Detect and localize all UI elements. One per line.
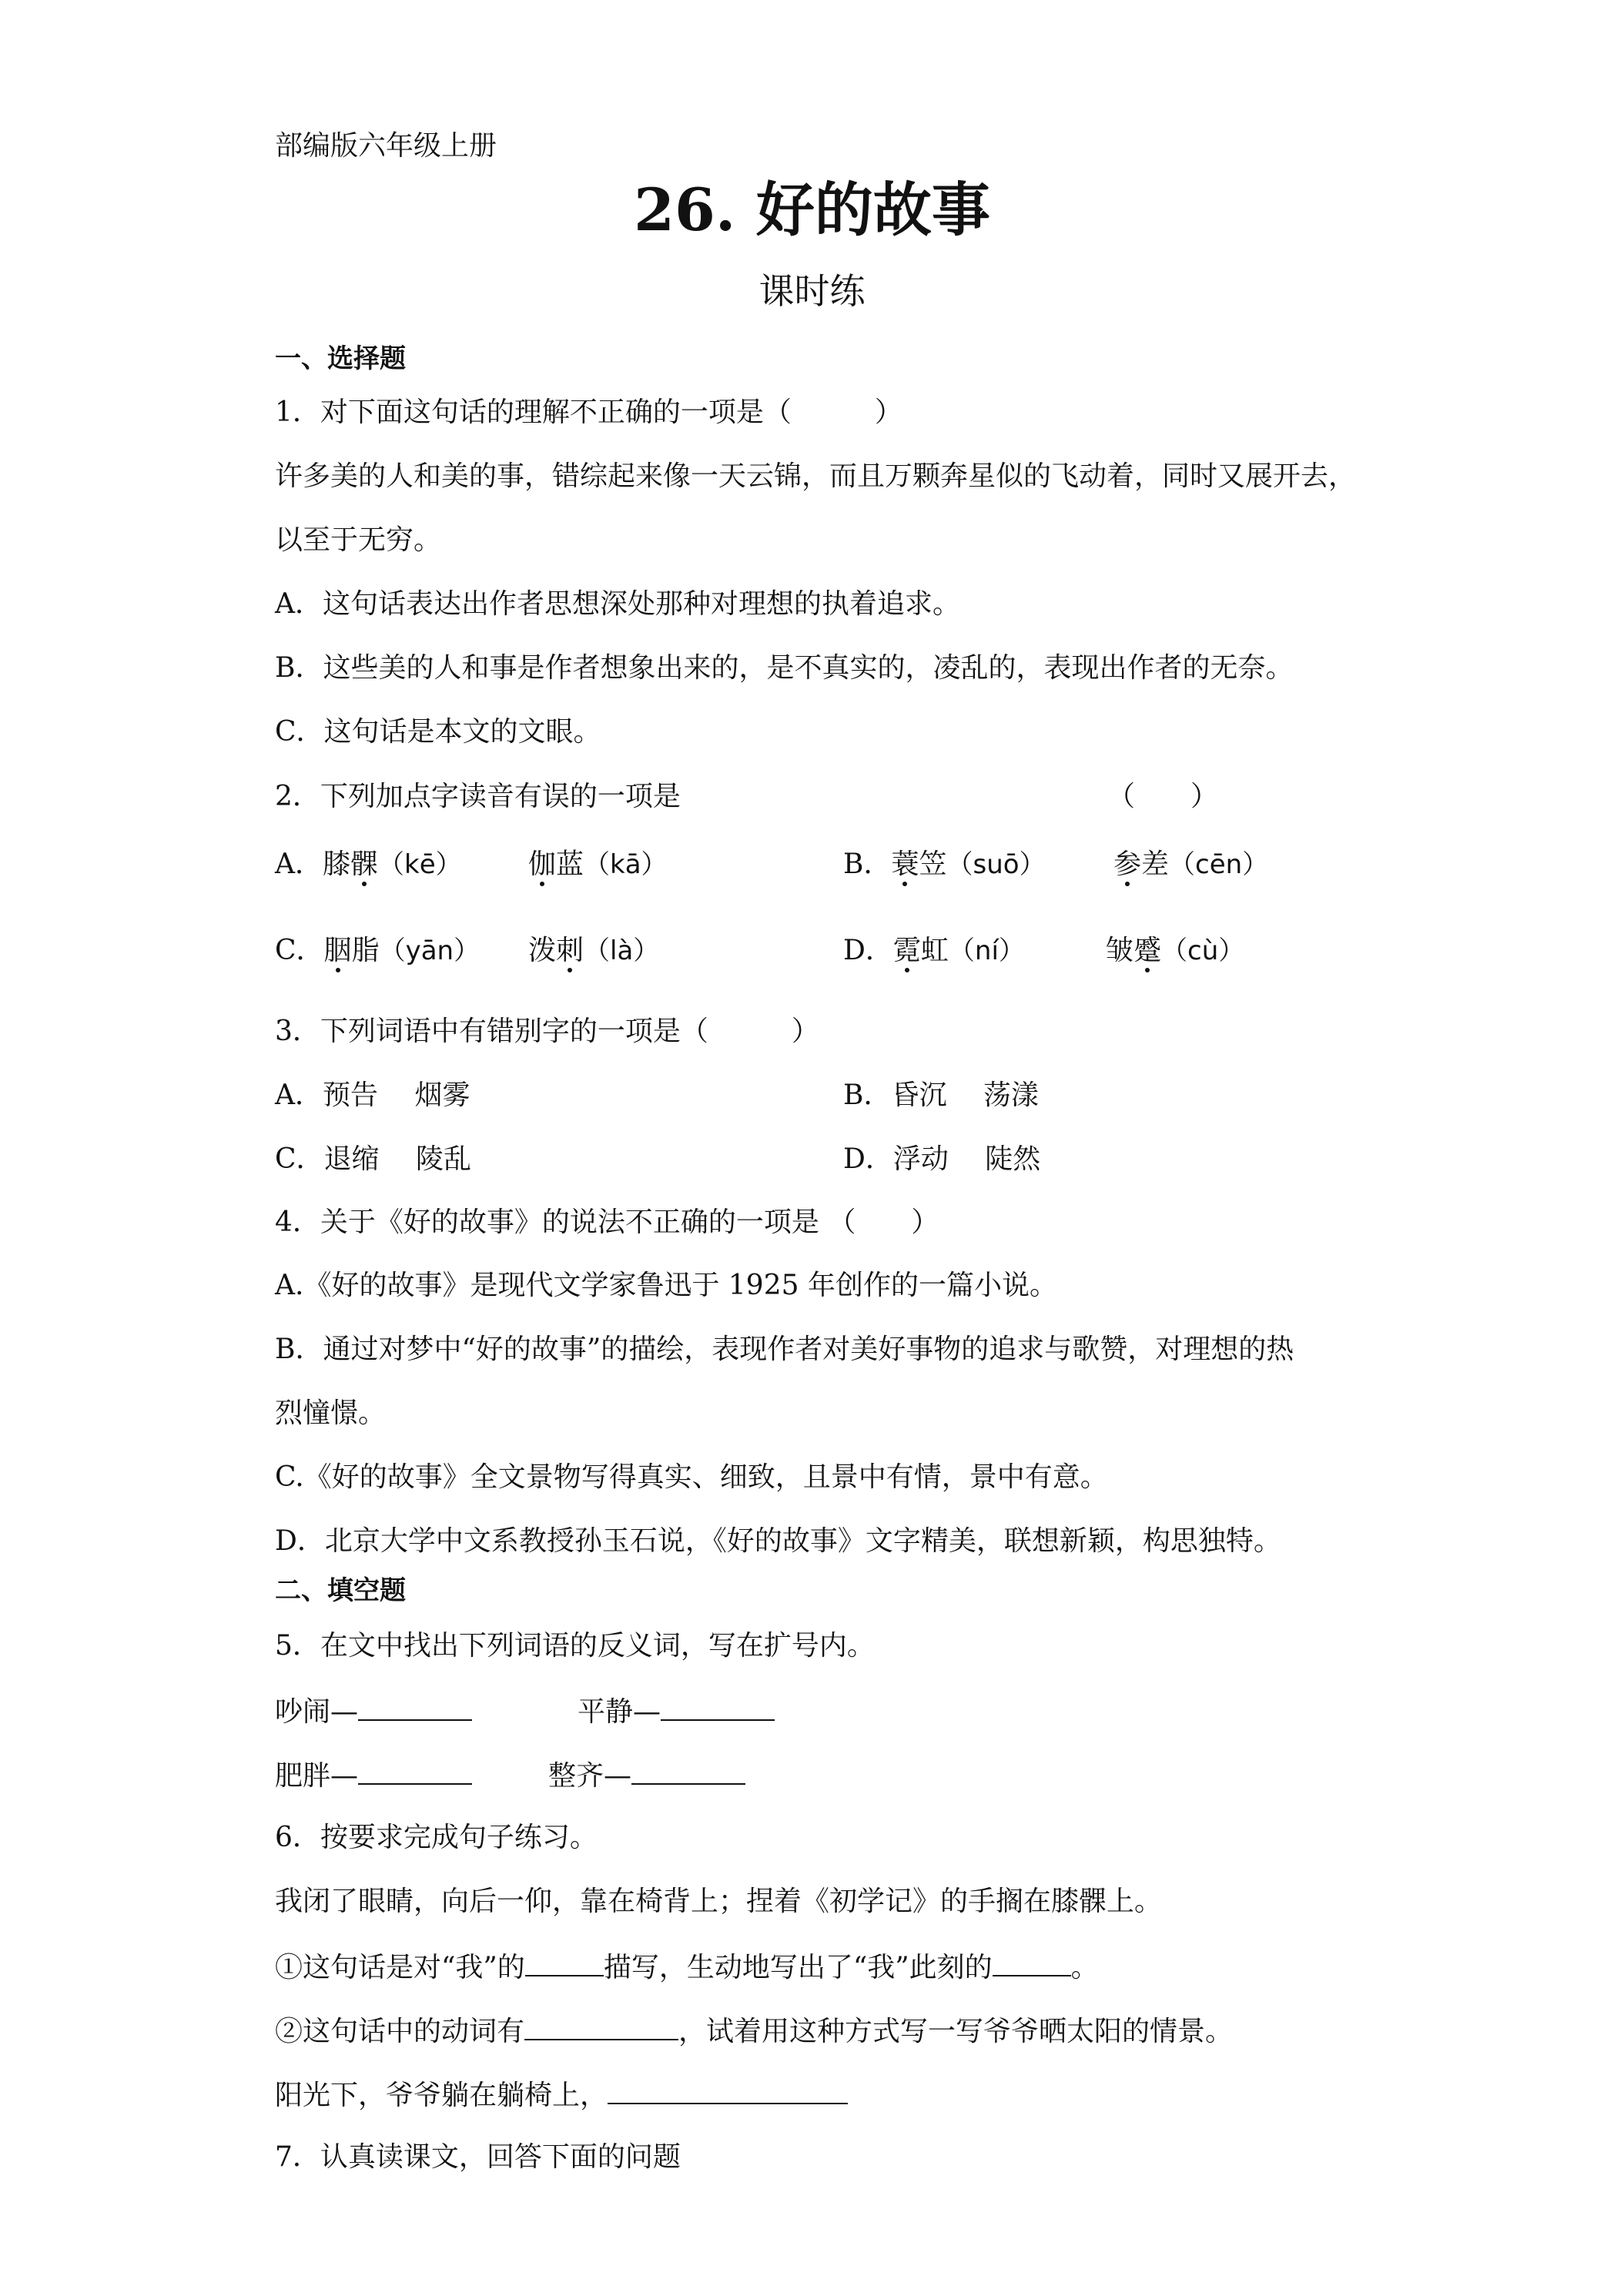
option-c[interactable]: C.《好的故事》全文景物写得真实、细致，且景中有情，景中有意。 [275, 1461, 1108, 1493]
word-char: 差 [1141, 848, 1170, 880]
option-b[interactable] [843, 848, 1046, 882]
pinyin: （yān） [379, 935, 481, 966]
dotted-char: 蓑 [891, 848, 919, 880]
edition-label: 部编版六年级上册 [275, 130, 497, 162]
word: 吵闹— [275, 1696, 359, 1728]
option-b[interactable]: B．通过对梦中“好的故事”的描绘，表现作者对美好事物的追求与歌赞，对理想的热 [275, 1334, 1294, 1365]
text: ，试着用这种方式写一写爷爷晒太阳的情景。 [678, 2016, 1234, 2047]
question-stem: 6．按要求完成句子练习。 [275, 1822, 598, 1853]
option-d[interactable]: D．北京大学中文系教授孙玉石说，《好的故事》文字精美，联想新颖，构思独特。 [275, 1525, 1281, 1557]
option-a-word2 [528, 848, 668, 882]
option-c-word2 [528, 934, 659, 968]
question-stem: 3．下列词语中有错别字的一项是（ ） [275, 1016, 819, 1047]
option-b[interactable]: B．这些美的人和事是作者想象出来的，是不真实的，凌乱的，表现出作者的无奈。 [275, 652, 1294, 684]
sub-question-1 [275, 1949, 1099, 1985]
option-label: B． [843, 848, 892, 880]
passage-line: 以至于无穷。 [275, 524, 442, 556]
answer-blank[interactable] [608, 2077, 848, 2104]
text: ②这句话中的动词有 [275, 2016, 525, 2047]
option-label: C． [275, 935, 324, 966]
word-char: 笠 [919, 848, 947, 880]
dotted-char: 髁 [350, 848, 379, 880]
pinyin: （cù） [1161, 935, 1245, 966]
question-7-stem: 7．认真读课文，回答下面的问题 [275, 2141, 681, 2173]
question-stem: 5．在文中找出下列词语的反义词，写在扩号内。 [275, 1630, 875, 1662]
antonym-item [548, 1757, 745, 1793]
sub-question-2 [275, 2013, 1233, 2049]
answer-paren: （ ） [1107, 781, 1219, 812]
pinyin: （cēn） [1169, 849, 1269, 880]
passage-line: 许多美的人和美的事，错综起来像一天云锦，而且万颗奔星似的飞动着，同时又展开去， [275, 460, 1357, 492]
pinyin: （kā） [584, 849, 668, 880]
option-a[interactable]: A．预告 烟雾 [275, 1079, 470, 1111]
option-c[interactable] [275, 934, 480, 968]
word-char: 皱 [1106, 935, 1134, 966]
option-a[interactable] [275, 848, 462, 882]
word-char: 蓝 [556, 848, 584, 880]
option-a[interactable]: A．这句话表达出作者思想深处那种对理想的执着追求。 [275, 588, 960, 620]
pinyin: （ní） [948, 935, 1025, 966]
text: ①这句话是对“我”的 [275, 1952, 525, 1983]
text: 。 [1070, 1952, 1099, 1983]
question-stem: 4．关于《好的故事》的说法不正确的一项是 （ ） [275, 1207, 939, 1238]
answer-blank[interactable] [525, 1949, 604, 1976]
option-b-continued: 烈憧憬。 [275, 1397, 387, 1429]
dotted-char: 刺 [556, 935, 584, 966]
word: 平静— [578, 1696, 661, 1728]
dotted-char: 蹙 [1133, 935, 1162, 966]
sub-question-3 [275, 2077, 848, 2113]
section-heading-choice: 一、选择题 [275, 343, 406, 374]
answer-blank[interactable] [358, 1693, 472, 1721]
word-char: 膝 [323, 848, 351, 880]
text: 阳光下，爷爷躺在躺椅上， [275, 2080, 608, 2111]
pinyin: （suō） [946, 849, 1046, 880]
antonym-item [578, 1693, 775, 1729]
answer-blank[interactable] [524, 2013, 678, 2040]
answer-blank[interactable] [661, 1693, 775, 1721]
dotted-char: 参 [1113, 848, 1142, 880]
page-subtitle: 课时练 [758, 270, 866, 312]
word: 肥胖— [275, 1760, 359, 1792]
option-d[interactable] [843, 934, 1025, 968]
word-char: 虹 [920, 935, 949, 966]
dotted-char: 霓 [892, 935, 921, 966]
pinyin: （là） [584, 935, 660, 966]
option-a[interactable]: A.《好的故事》是现代文学家鲁迅于 1925 年创作的一篇小说。 [275, 1270, 1057, 1301]
answer-blank[interactable] [358, 1757, 472, 1785]
answer-blank[interactable] [631, 1757, 745, 1785]
text: 描写，生动地写出了“我”此刻的 [603, 1952, 993, 1983]
option-label: A． [275, 848, 323, 880]
section-heading-fill: 二、填空题 [275, 1575, 406, 1606]
word: 整齐— [548, 1760, 632, 1792]
antonym-item [275, 1757, 472, 1793]
option-c[interactable]: C．这句话是本文的文眼。 [275, 716, 601, 748]
option-b-word2 [1113, 848, 1268, 882]
pinyin: （kē） [378, 849, 462, 880]
answer-blank[interactable] [993, 1949, 1071, 1976]
page-title: 26. 好的故事 [634, 176, 990, 244]
word-char: 泼 [528, 935, 557, 966]
question-stem: 2．下列加点字读音有误的一项是 [275, 781, 681, 812]
dotted-char: 伽 [528, 848, 557, 880]
example-sentence: 我闭了眼睛，向后一仰，靠在椅背上；捏着《初学记》的手搁在膝髁上。 [275, 1886, 1163, 1917]
option-d[interactable]: D．浮动 陡然 [843, 1143, 1041, 1175]
word-char: 脂 [351, 935, 380, 966]
question-stem: 1．对下面这句话的理解不正确的一项是（ ） [275, 397, 902, 428]
antonym-item [275, 1693, 472, 1729]
dotted-char: 胭 [323, 935, 352, 966]
option-b[interactable]: B．昏沉 荡漾 [843, 1079, 1039, 1111]
option-c[interactable]: C．退缩 陵乱 [275, 1143, 471, 1175]
option-d-word2 [1106, 934, 1244, 968]
option-label: D． [843, 935, 893, 966]
